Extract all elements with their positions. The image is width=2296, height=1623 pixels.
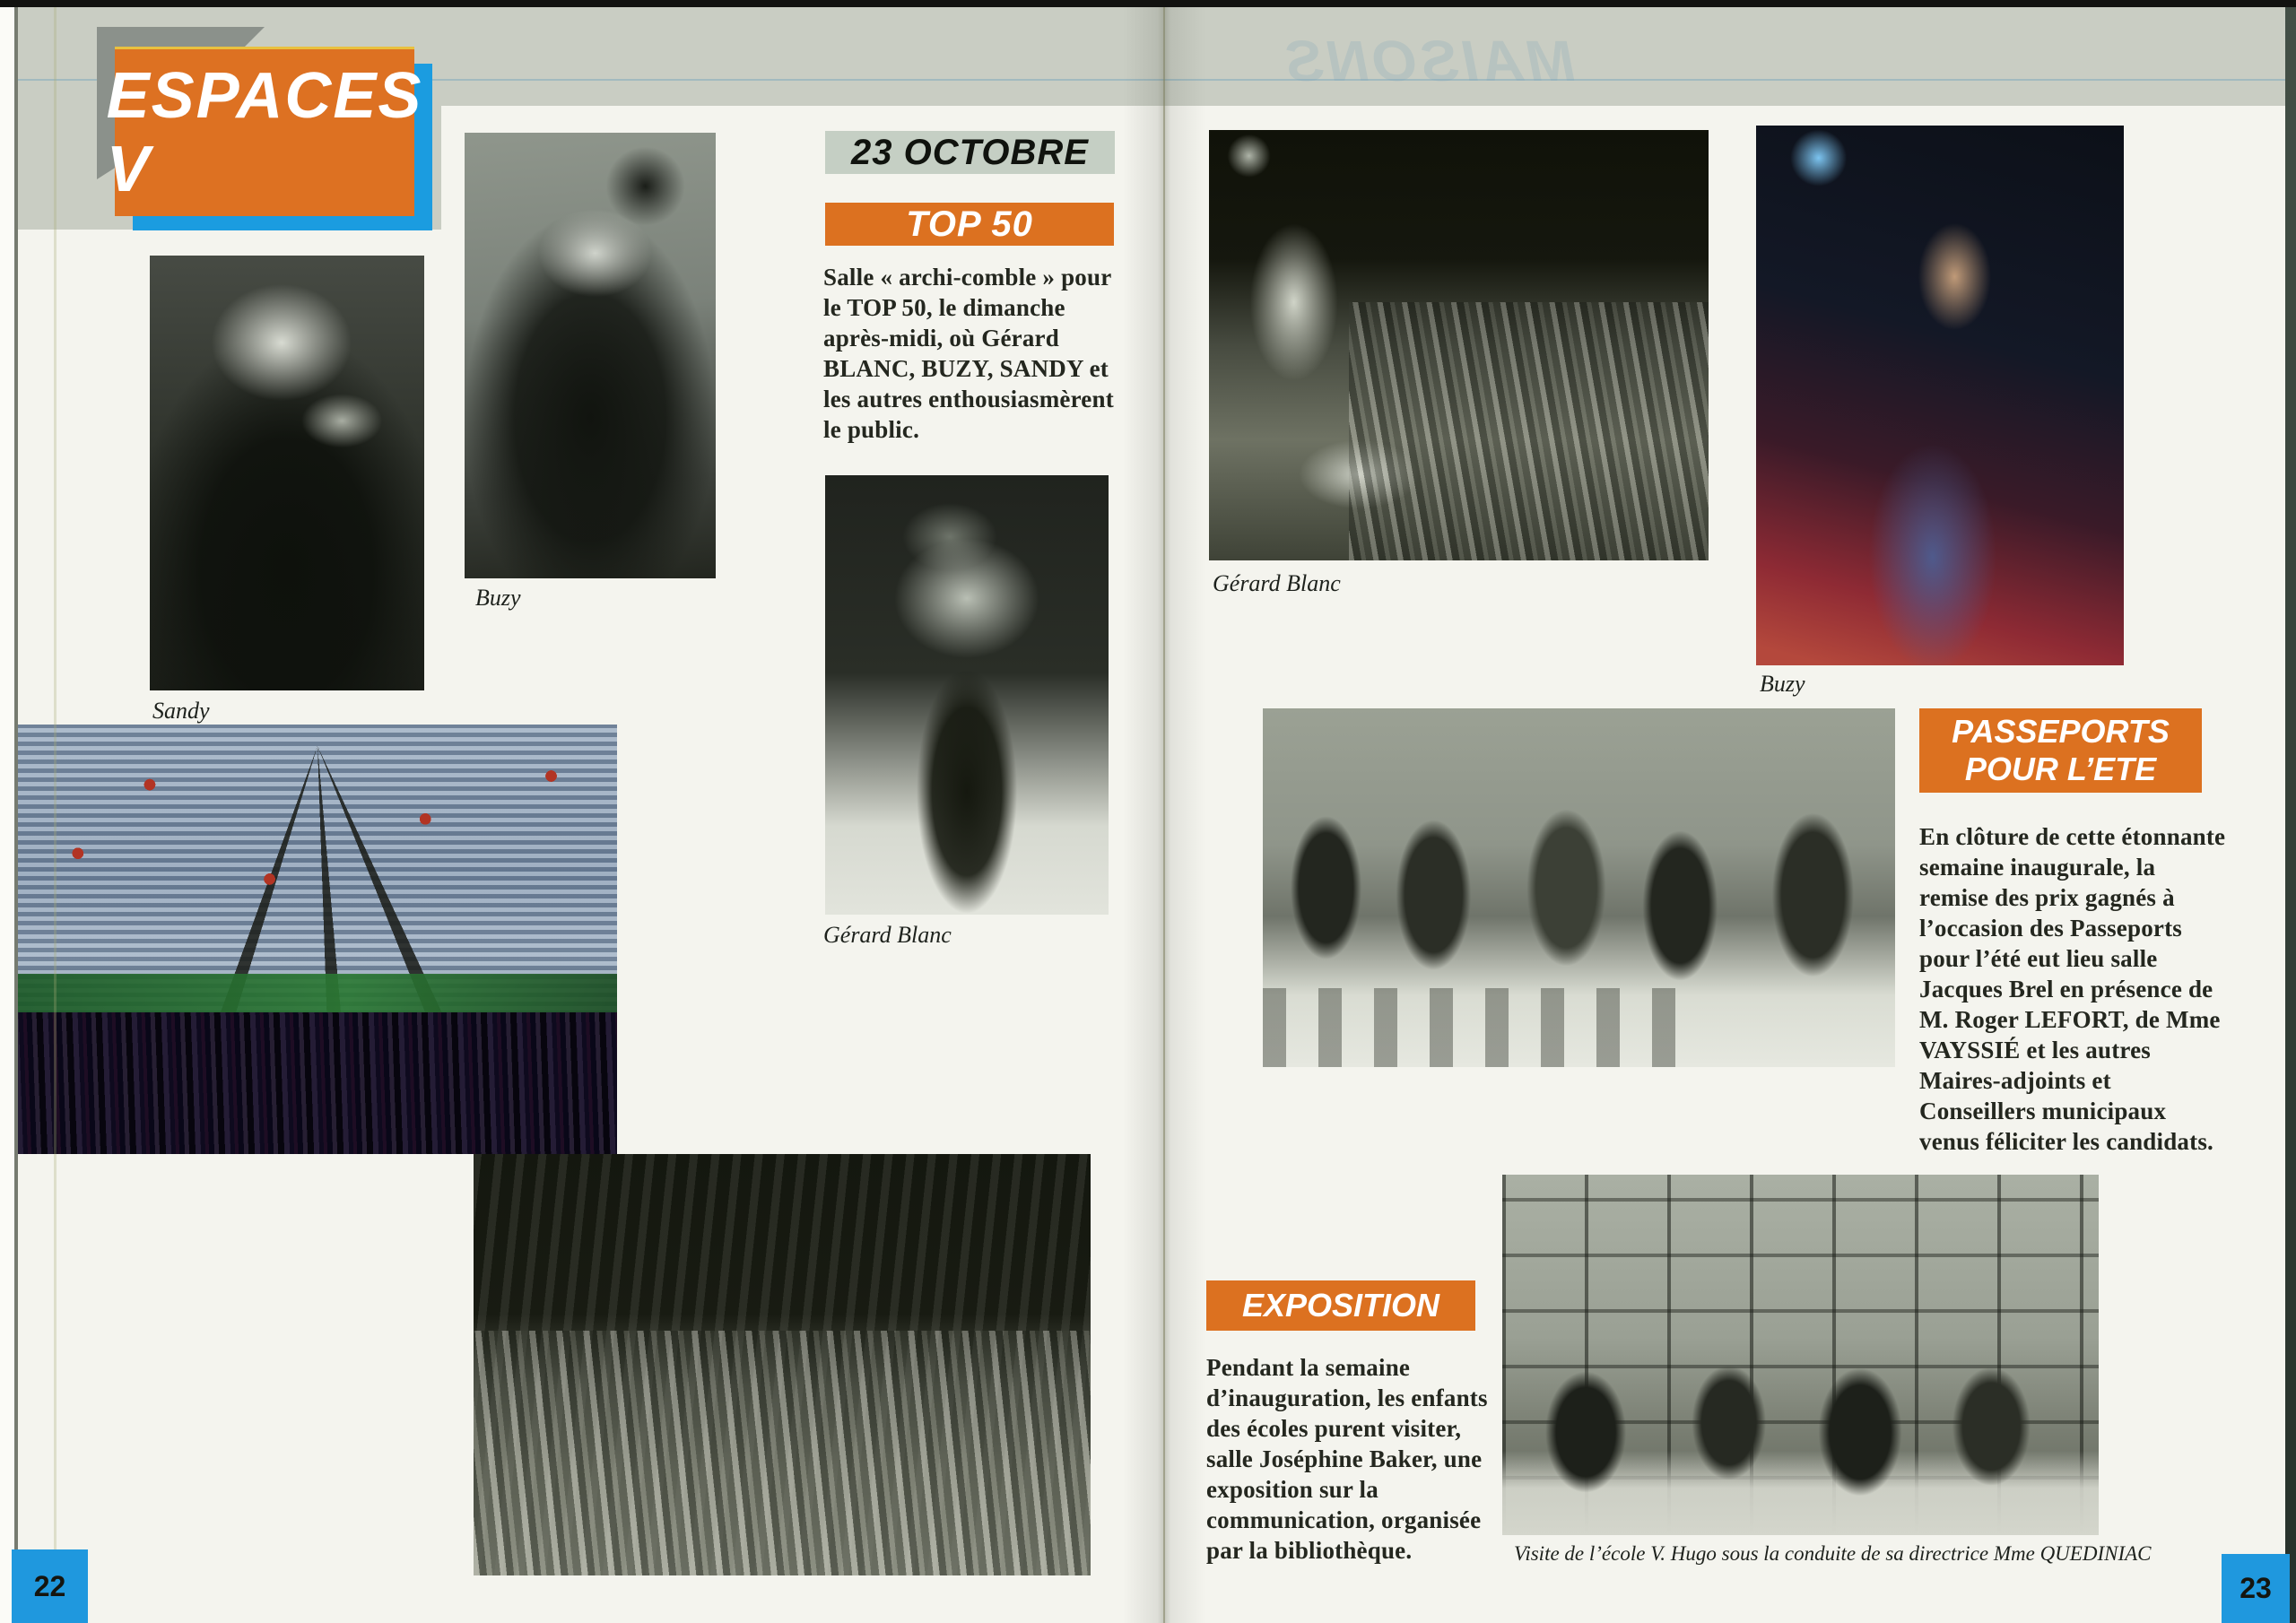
left-scan-edge — [0, 0, 14, 1623]
bleedthrough-ghost-text: MAISONS — [1282, 29, 1576, 93]
top-scan-strip — [0, 0, 2296, 7]
page-number-23-label: 23 — [2239, 1572, 2272, 1604]
photo-audience — [474, 1154, 1091, 1575]
passeports-banner — [1919, 708, 2202, 793]
caption-sandy: Sandy — [152, 698, 210, 724]
photo-sandy — [150, 256, 424, 690]
caption-gerard-blanc-left: Gérard Blanc — [823, 922, 952, 948]
passeports-banner-line2: POUR L’ETE — [1964, 751, 2157, 787]
top50-body-text: Salle « archi-comble » pour le TOP 50, le dimanche après-midi, où Gérard BLANC, BUZY, SANDY et les autres enthousiasmèrent le public. — [823, 264, 1114, 443]
caption-gerard-blanc-right: Gérard Blanc — [1213, 570, 1341, 596]
top50-banner: TOP 50 — [825, 203, 1114, 246]
photo-buzy-right — [1756, 126, 2124, 665]
passeports-body-text: En clôture de cette étonnante semaine inaugurale, la remise des prix gagnés à l’occasion des Passeports pour l’été eut lieu salle Jacques Brel en présence de M. Roger LEFORT, de Mme VAYSSIÉ et les autres Maires-adjoints et Conseillers municipaux venus féliciter les candidats. — [1919, 823, 2226, 1155]
photo-exposition — [1502, 1175, 2099, 1535]
left-crease-line-2 — [54, 7, 57, 1623]
left-crease-line — [14, 0, 18, 1623]
photo-buzy-left — [465, 133, 716, 578]
caption-buzy-right: Buzy — [1760, 671, 1805, 697]
masthead-box — [106, 47, 423, 216]
date-banner: 23 OCTOBRE — [825, 131, 1115, 174]
page-number-22 — [12, 1549, 88, 1623]
page-number-22-label: 22 — [33, 1569, 66, 1602]
photo-gerard-blanc-left — [825, 475, 1109, 915]
right-page-edge-strip — [2285, 7, 2296, 1623]
caption-exposition: Visite de l’école V. Hugo sous la conduite de sa directrice Mme QUEDINIAC — [1514, 1542, 2152, 1565]
photo-concert-hall — [18, 725, 617, 1154]
masthead-title: ESPACES V — [106, 60, 423, 205]
exposition-body-text: Pendant la semaine d’inauguration, les enfants des écoles purent visiter, salle Joséphine Baker, une exposition sur la communication, organisée par la bibliothèque. — [1206, 1354, 1488, 1564]
exposition-banner: EXPOSITION — [1206, 1280, 1475, 1331]
photo-gerard-blanc-stage — [1209, 130, 1709, 560]
photo-remise-des-prix — [1263, 708, 1895, 1067]
caption-buzy-left: Buzy — [475, 585, 521, 611]
page-number-23 — [2222, 1554, 2290, 1623]
center-fold-line — [1163, 7, 1165, 1623]
passeports-banner-line1: PASSEPORTS — [1952, 713, 2170, 750]
